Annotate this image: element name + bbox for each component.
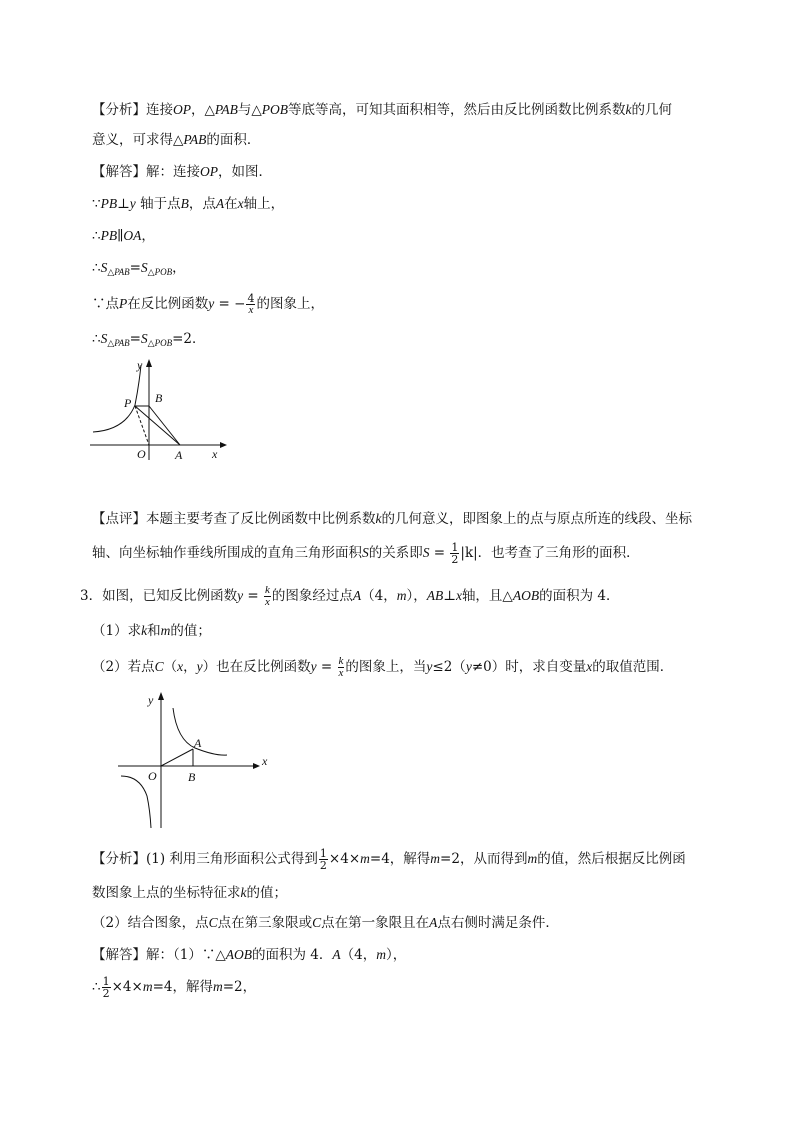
figure-1 (85, 355, 235, 465)
segment-ba (149, 406, 180, 445)
step-4: ∵点P在反比例函数y = − $\frac{4}{x}$ 的图象上， (92, 292, 324, 316)
answer-label: 【解答】 (92, 164, 146, 180)
fraction: $\frac{k}{x}$ (265, 584, 270, 608)
fraction: $\frac{1}{2}$ (319, 847, 327, 872)
hyperbola-curve (93, 365, 141, 432)
hyperbola-branch-q3 (121, 776, 151, 828)
problem-3: 3．如图，已知反比例函数y = $\frac{k}{x}$ 的图象经过点A（4，m），AB⊥x轴，且△AOB的面积为 4． (80, 584, 620, 608)
y-axis-arrow (158, 692, 164, 700)
figure-2 (115, 688, 280, 833)
fraction: $\frac{k}{x}$ (338, 655, 344, 679)
step-2: ∴PB∥OA， (92, 228, 155, 244)
analysis-line-1: 【分析】连接OP，△PAB与△POB等底等高，可知其面积相等，然后由反比例函数比例系数k的几何 (92, 102, 673, 118)
fraction: $\frac{1}{2}$ (451, 541, 459, 566)
fraction: $\frac{4}{x}$ (247, 292, 255, 316)
question-1: （1）求k和m的值； (92, 623, 211, 639)
answer-line-2: 【解答】解：（1）∵△AOB的面积为 4．A（4，m）， (92, 947, 407, 963)
segment-oa (161, 749, 193, 766)
y-axis-arrow (146, 359, 152, 367)
fraction: $\frac{1}{2}$ (102, 975, 110, 1000)
label-y: y (148, 693, 154, 707)
label-o: O (137, 447, 146, 461)
answer-line-2b: ∴ $\frac{1}{2}$ ×4×m=4，解得m=2， (92, 975, 257, 1000)
x-axis-arrow (253, 763, 260, 769)
step-3: $\therefore S_{\triangle PAB}=S_{\triangle POB}$， (92, 260, 186, 277)
label-x: x (262, 754, 268, 768)
question-2: （2）若点C（x，y）也在反比例函数y = $\frac{k}{x}$ 的图象上，当y≤2（y≠0）时，求自变量x的取值范围． (92, 655, 674, 679)
label-b: B (155, 391, 163, 405)
label-a: A (175, 448, 183, 462)
x-axis-arrow (220, 442, 227, 448)
analysis-line-3: （2）结合图象，点C点在第三象限或C点在第一象限且在A点右侧时满足条件． (92, 915, 559, 931)
analysis-label: 【分析】 (92, 102, 146, 118)
analysis-line-2b: 数图象上点的坐标特征求k的值； (92, 885, 287, 901)
answer-line-1: 【解答】解：连接OP，如图． (92, 164, 272, 180)
comment-label: 【点评】 (92, 511, 146, 527)
label-x: x (212, 447, 218, 461)
comment-line-1b: 轴、向坐标轴作垂线所围成的直角三角形面积S的关系即S = $\frac{1}{2}$ |k|．也考查了三角形的面积． (92, 541, 640, 566)
analysis-line-1b: 意义，可求得△PAB的面积． (92, 132, 261, 148)
label-y: y (137, 358, 143, 372)
comment-line-1: 【点评】本题主要考查了反比例函数中比例系数k的几何意义，即图象上的点与原点所连的线段、坐标 (92, 511, 692, 527)
step-1: ∵PB⊥y 轴于点B，点A在x轴上， (92, 196, 285, 212)
label-a: A (194, 736, 202, 750)
answer-label-2: 【解答】 (92, 947, 146, 963)
analysis-label-2: 【分析】 (92, 851, 146, 867)
label-o: O (148, 769, 157, 783)
step-5: $\therefore S_{\triangle PAB}=S_{\triangle POB}=2$． (92, 331, 206, 348)
label-b: B (188, 770, 196, 784)
label-p: P (124, 396, 132, 410)
analysis-line-2: 【分析】(1) 利用三角形面积公式得到 $\frac{1}{2}$ ×4×m=4，解得m=2，从而得到m的值，然后根据反比例函 (92, 847, 686, 872)
